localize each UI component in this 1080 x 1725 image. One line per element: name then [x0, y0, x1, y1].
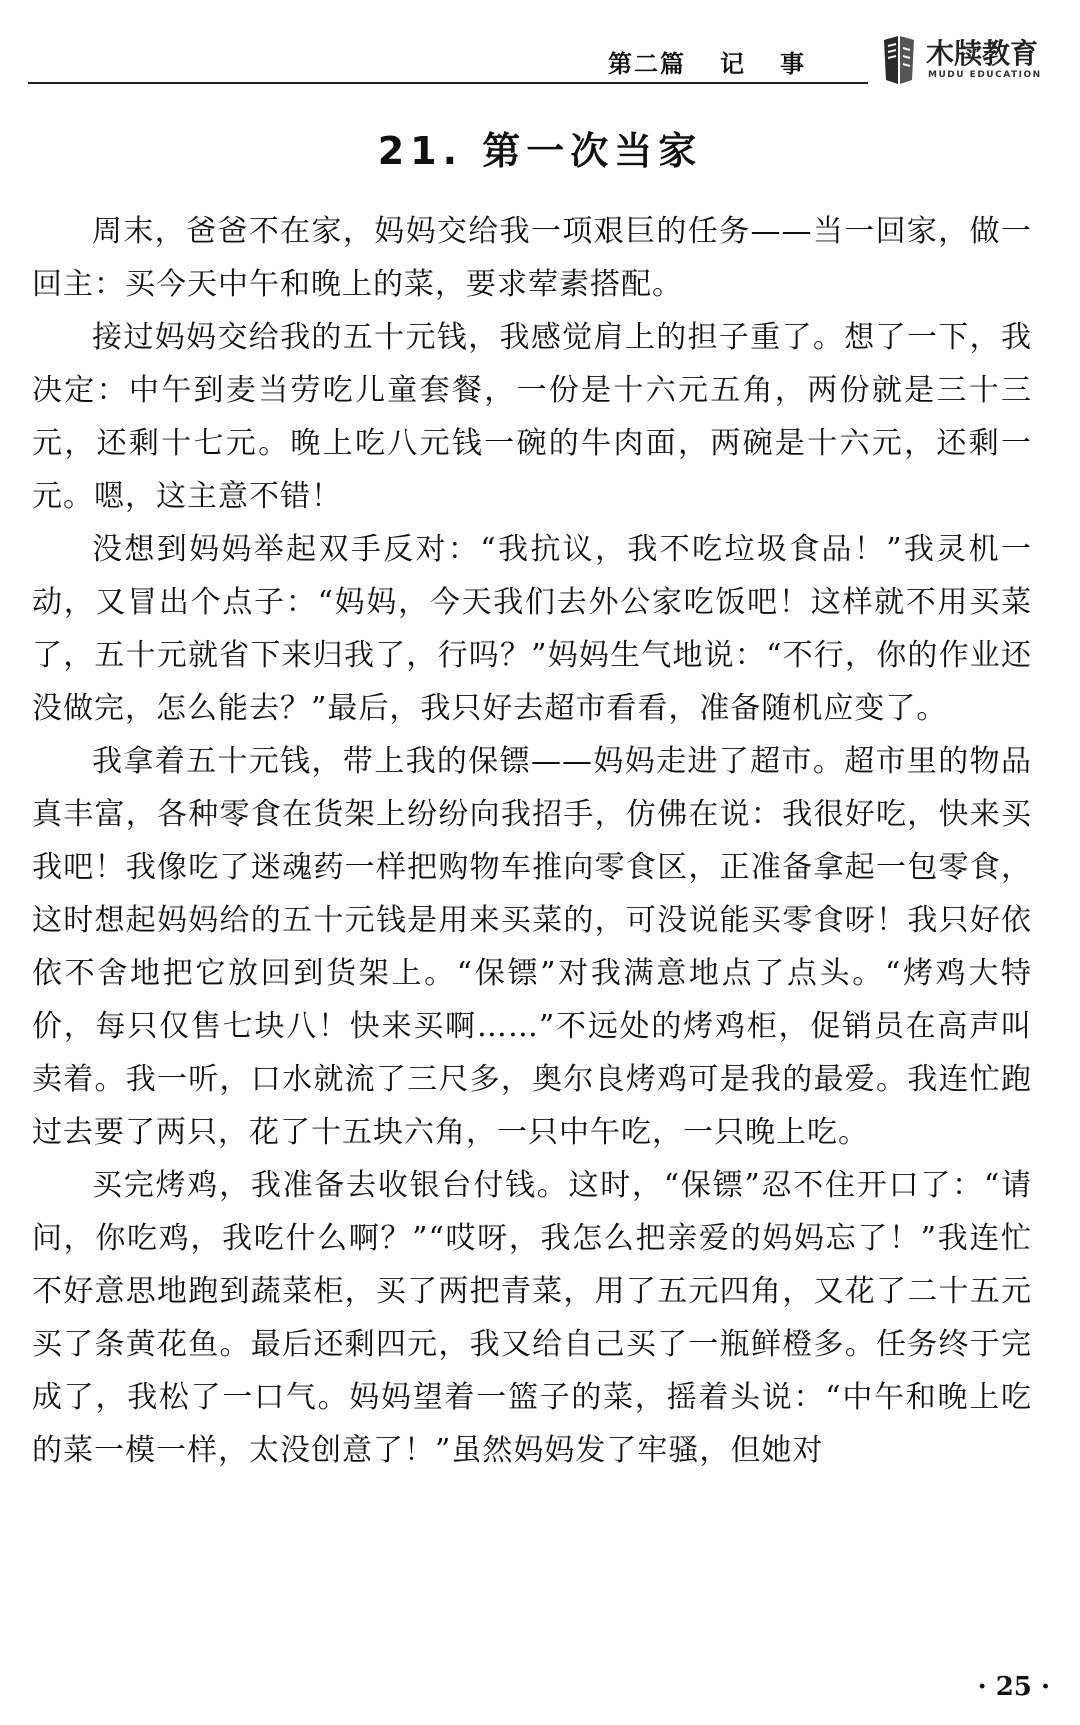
- page-header: [28, 30, 1048, 90]
- article-title: 21. 第一次当家: [377, 129, 703, 173]
- section-word-1: 记: [720, 50, 746, 78]
- page-number: · 25 ·: [977, 1672, 1050, 1702]
- paragraph: 买完烤鸡，我准备去收银台付钱。这时，“保镖”忍不住开口了：“请问，你吃鸡，我吃什么啊？”“哎呀，我怎么把亲爱的妈妈忘了！”我连忙不好意思地跑到蔬菜柜，买了两把青菜，用了五元四角，又花了二十五元买了条黄花鱼。最后还剩四元，我又给自己买了一瓶鲜橙多。任务终于完成了，我松了一口气。妈妈望着一篮子的菜，摇着头说：“中午和晚上吃的菜一模一样，太没创意了！”虽然妈妈发了牢骚，但她对: [32, 1168, 1032, 1468]
- paragraph: 我拿着五十元钱，带上我的保镖——妈妈走进了超市。超市里的物品真丰富，各种零食在货架上纷纷向我招手，仿佛在说：我很好吃，快来买我吧！我像吃了迷魂药一样把购物车推向零食区，正准备拿起一包零食，这时想起妈妈给的五十元钱是用来买菜的，可没说能买零食呀！我只好依依不舍地把它放回到货架上。“保镖”对我满意地点了点头。“烤鸡大特价，每只仅售七块八！快来买啊……”不远处的烤鸡柜，促销员在高声叫卖着。我一听，口水就流了三尺多，奥尔良烤鸡可是我的最爱。我连忙跑过去要了两只，花了十五块六角，一只中午吃，一只晚上吃。: [32, 744, 1032, 1150]
- article-body: [32, 205, 1032, 1477]
- bamboo-slip-logo-icon: [878, 34, 920, 86]
- section-word-2: 事: [780, 50, 806, 78]
- paragraph: 周末，爸爸不在家，妈妈交给我一项艰巨的任务——当一回家，做一回主：买今天中午和晚上的菜，要求荤素搭配。: [32, 214, 1032, 302]
- header-divider: [28, 82, 868, 84]
- publisher-logo: [878, 30, 1068, 90]
- section-title: [608, 44, 806, 79]
- logo-name: 木牍教育: [926, 37, 1039, 70]
- logo-subtitle: MUDU EDUCATION: [928, 70, 1042, 80]
- paragraph: 没想到妈妈举起双手反对：“我抗议，我不吃垃圾食品！”我灵机一动，又冒出个点子：“妈妈，今天我们去外公家吃饭吧！这样就不用买菜了，五十元就省下来归我了，行吗？”妈妈生气地说：“不行，你的作业还没做完，怎么能去？”最后，我只好去超市看看，准备随机应变了。: [32, 532, 1032, 726]
- paragraph: 接过妈妈交给我的五十元钱，我感觉肩上的担子重了。想了一下，我决定：中午到麦当劳吃儿童套餐，一份是十六元五角，两份就是三十三元，还剩十七元。晚上吃八元钱一碗的牛肉面，两碗是十六元，还剩一元。嗯，这主意不错！: [32, 320, 1032, 514]
- section-part: 第二篇: [608, 50, 686, 78]
